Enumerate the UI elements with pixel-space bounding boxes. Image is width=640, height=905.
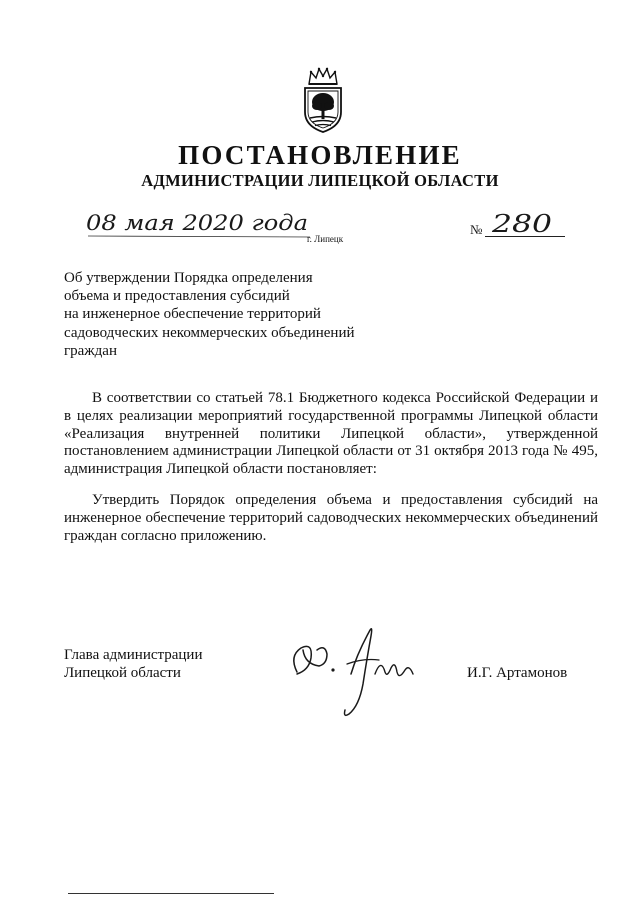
document-title: ПОСТАНОВЛЕНИЕ [178, 140, 462, 170]
subject-line: садоводческих некоммерческих объединений [64, 324, 355, 341]
handwritten-signature [283, 614, 423, 724]
subject-line: Об утверждении Порядка определения [64, 270, 313, 286]
city-label: г. Липецк [307, 234, 344, 244]
signatory-name: И.Г. Артамонов [467, 665, 568, 681]
subject-line: на инженерное обеспечение территорий [64, 306, 321, 323]
footer-divider [68, 893, 274, 894]
handwritten-number-text: 280 [490, 210, 552, 238]
body-paragraph-2: Утвердить Порядок определения объема и предоставления субсидий на инженерное обеспечение территорий садоводческих некоммерческих объединений граждан согласно приложению. [64, 492, 598, 544]
handwritten-date-text: 08 мая 2020 года [86, 211, 308, 235]
handwritten-date [86, 206, 312, 242]
document-subject [64, 269, 404, 360]
signatory-position [64, 646, 202, 682]
body-paragraph-1: В соответствии со статьей 78.1 Бюджетного кодекса Российской Федерации и в целях реализации мероприятий государственной программы Липецкой области «Реализация внутренней политики Липецкой области», утвержденной постановлением администрации Липецкой области от 31 октября 2013 года № 495, администрация Липецкой области постановляет: [64, 390, 598, 478]
coat-of-arms-emblem [299, 66, 347, 134]
handwritten-number [490, 206, 556, 240]
number-sign: № [470, 222, 483, 237]
signatory-position-line: Липецкой области [64, 665, 181, 681]
subject-line: граждан [64, 342, 117, 359]
subject-line: объема и предоставления субсидий [64, 288, 290, 305]
document-subtitle: АДМИНИСТРАЦИИ ЛИПЕЦКОЙ ОБЛАСТИ [141, 171, 499, 190]
signatory-position-line: Глава администрации [64, 647, 203, 663]
